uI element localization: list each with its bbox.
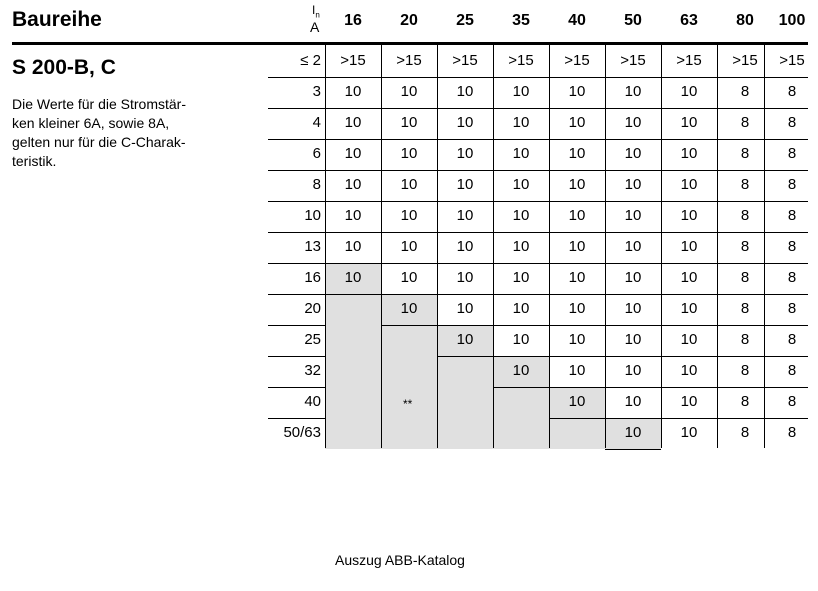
table-cell: 10 [512, 362, 530, 379]
table-cell: 10 [456, 83, 474, 100]
table-cell: 10 [456, 176, 474, 193]
table-cell: 10 [456, 300, 474, 317]
table-cell: >15 [396, 52, 422, 69]
table-cell: 10 [512, 145, 530, 162]
row-rule [268, 325, 325, 326]
table-cell: 10 [512, 83, 530, 100]
table-cell: 10 [512, 300, 530, 317]
shaded-cell [325, 418, 381, 449]
table-cell: 10 [344, 114, 362, 131]
row-rule [325, 139, 808, 140]
table-cell: 10 [456, 269, 474, 286]
column-header: 20 [400, 12, 418, 29]
table-cell: 8 [740, 114, 750, 131]
column-header: 50 [624, 12, 642, 29]
table-cell: 10 [344, 207, 362, 224]
table-cell: 10 [568, 145, 586, 162]
table-cell: 10 [344, 83, 362, 100]
row-label: 40 [304, 393, 321, 410]
table-cell: 10 [680, 269, 698, 286]
column-rule [325, 45, 326, 448]
shaded-cell [549, 418, 605, 449]
table-cell: 10 [512, 269, 530, 286]
table-cell: 8 [787, 114, 797, 131]
table-cell: 10 [456, 207, 474, 224]
header-rule [12, 42, 808, 45]
table-cell: 10 [400, 83, 418, 100]
row-label: 13 [304, 238, 321, 255]
caption: Auszug ABB-Katalog [335, 552, 465, 568]
column-header: 40 [568, 12, 586, 29]
table-cell: 10 [680, 207, 698, 224]
stair-rule [605, 449, 661, 450]
table-cell: 10 [680, 145, 698, 162]
row-rule [268, 387, 325, 388]
table-cell: 10 [624, 207, 642, 224]
table-cell: 10 [624, 238, 642, 255]
table-cell: >15 [508, 52, 534, 69]
table-cell: 8 [787, 83, 797, 100]
table-cell: 8 [740, 269, 750, 286]
column-header: 35 [512, 12, 530, 29]
table-cell: >15 [779, 52, 805, 69]
row-label: 3 [312, 83, 321, 100]
table-cell: >15 [564, 52, 590, 69]
table-cell: 8 [787, 238, 797, 255]
stair-rule [381, 325, 437, 326]
table-cell: 10 [568, 207, 586, 224]
row-rule [325, 294, 808, 295]
table-cell: 8 [787, 300, 797, 317]
row-rule [268, 294, 325, 295]
column-header: 63 [680, 12, 698, 29]
table-cell: 10 [400, 207, 418, 224]
table-cell: 10 [344, 176, 362, 193]
table-cell: 10 [456, 238, 474, 255]
stair-rule [437, 356, 493, 357]
table-cell: 10 [680, 362, 698, 379]
table-cell: 10 [568, 83, 586, 100]
table-cell: 10 [680, 114, 698, 131]
column-header: 100 [778, 12, 806, 29]
table-cell: 10 [400, 300, 418, 317]
shaded-cell [381, 418, 437, 449]
table-cell: 8 [787, 176, 797, 193]
unit-symbol: $I_n$ [312, 3, 320, 20]
table-cell: 8 [787, 269, 797, 286]
row-rule [268, 232, 325, 233]
table-cell: 10 [680, 424, 698, 441]
stair-rule [549, 418, 605, 419]
row-label: 25 [304, 331, 321, 348]
row-label: 4 [312, 114, 321, 131]
table-cell: 10 [624, 424, 642, 441]
table-cell: 10 [344, 269, 362, 286]
row-label: 10 [304, 207, 321, 224]
table-cell: 10 [624, 331, 642, 348]
stair-rule [325, 294, 381, 295]
table-cell: >15 [676, 52, 702, 69]
shaded-cell [437, 356, 493, 387]
unit-label: A [310, 19, 320, 35]
table-cell: 10 [512, 114, 530, 131]
table-cell: 8 [787, 207, 797, 224]
table-cell: 10 [568, 238, 586, 255]
table-cell: 8 [787, 331, 797, 348]
series-title: S 200-B, C [12, 56, 116, 79]
row-label: 6 [312, 145, 321, 162]
row-rule [325, 108, 808, 109]
row-rule [268, 418, 325, 419]
table-cell: 10 [512, 176, 530, 193]
column-rule [437, 45, 438, 448]
table-cell: 10 [624, 300, 642, 317]
shaded-cell [493, 418, 549, 449]
table-cell: 10 [624, 393, 642, 410]
row-rule [268, 201, 325, 202]
table-cell: 8 [740, 300, 750, 317]
column-rule [381, 45, 382, 448]
row-label: 50/63 [283, 424, 321, 441]
row-label: 32 [304, 362, 321, 379]
row-rule [325, 263, 808, 264]
row-rule [268, 263, 325, 264]
table-cell: 8 [740, 207, 750, 224]
row-label: ≤ 2 [300, 52, 321, 69]
table-cell: 10 [512, 331, 530, 348]
row-rule [268, 356, 325, 357]
table-cell: 8 [787, 145, 797, 162]
table-cell: 10 [568, 269, 586, 286]
stair-rule [493, 387, 549, 388]
table-cell: 10 [680, 83, 698, 100]
table-cell: 8 [740, 176, 750, 193]
table-cell: 10 [568, 393, 586, 410]
note-line: ken kleiner 6A, sowie 8A, [12, 115, 170, 131]
table-cell: 10 [568, 300, 586, 317]
row-rule [325, 201, 808, 202]
column-header: 25 [456, 12, 474, 29]
table-cell: 10 [568, 331, 586, 348]
shaded-cell [325, 294, 381, 325]
row-rule [268, 77, 325, 78]
table-cell: 10 [456, 331, 474, 348]
row-rule [325, 232, 808, 233]
table-cell: 10 [568, 362, 586, 379]
table-cell: 10 [400, 238, 418, 255]
table-cell: 10 [400, 176, 418, 193]
table-cell: 10 [456, 145, 474, 162]
table-cell: 8 [787, 424, 797, 441]
table-cell: 10 [680, 393, 698, 410]
table-cell: 10 [624, 114, 642, 131]
table-cell: 8 [740, 393, 750, 410]
table-cell: 10 [624, 362, 642, 379]
table-cell: 10 [568, 176, 586, 193]
table-cell: 10 [344, 238, 362, 255]
table-cell: 10 [400, 145, 418, 162]
table-cell: >15 [620, 52, 646, 69]
table-cell: 10 [680, 238, 698, 255]
shaded-cell [381, 356, 437, 387]
table-cell: 8 [787, 362, 797, 379]
table-cell: >15 [452, 52, 478, 69]
table-cell: 10 [400, 114, 418, 131]
table-cell: 10 [680, 176, 698, 193]
note-line: teristik. [12, 153, 57, 169]
shaded-cell [437, 387, 493, 418]
table-cell: 8 [740, 331, 750, 348]
shaded-cell [325, 387, 381, 418]
row-rule [325, 77, 808, 78]
table-cell: 10 [624, 269, 642, 286]
shaded-cell [381, 325, 437, 356]
table-cell: 8 [740, 238, 750, 255]
table-cell: >15 [732, 52, 758, 69]
note-line: gelten nur für die C-Charak- [12, 134, 186, 150]
table-cell: 10 [400, 269, 418, 286]
row-rule [381, 325, 808, 326]
table-cell: 10 [344, 145, 362, 162]
row-rule [268, 108, 325, 109]
table-cell: 8 [740, 424, 750, 441]
table-cell: 10 [680, 331, 698, 348]
column-header: 16 [344, 12, 362, 29]
table-cell: 10 [680, 300, 698, 317]
row-rule [325, 170, 808, 171]
table-cell: 10 [624, 145, 642, 162]
note-line: Die Werte für die Stromstär- [12, 96, 187, 112]
table-cell: 10 [512, 207, 530, 224]
note-text [12, 95, 262, 171]
row-label: 20 [304, 300, 321, 317]
shaded-cell [325, 325, 381, 356]
row-label: 16 [304, 269, 321, 286]
table-cell: >15 [340, 52, 366, 69]
table-cell: 8 [740, 83, 750, 100]
row-rule [268, 139, 325, 140]
table-cell: 10 [624, 83, 642, 100]
table-cell: 10 [456, 114, 474, 131]
table-cell: 10 [624, 176, 642, 193]
table-cell: 10 [512, 238, 530, 255]
column-header: 80 [736, 12, 754, 29]
table-cell: 8 [740, 362, 750, 379]
shaded-cell [493, 387, 549, 418]
table-cell: 8 [740, 145, 750, 162]
shaded-cell [325, 356, 381, 387]
table-title: Baureihe [12, 8, 102, 31]
footnote-mark: ** [403, 397, 413, 411]
row-rule [268, 170, 325, 171]
table-cell: 8 [787, 393, 797, 410]
row-label: 8 [312, 176, 321, 193]
shaded-cell [437, 418, 493, 449]
table-cell: 10 [568, 114, 586, 131]
